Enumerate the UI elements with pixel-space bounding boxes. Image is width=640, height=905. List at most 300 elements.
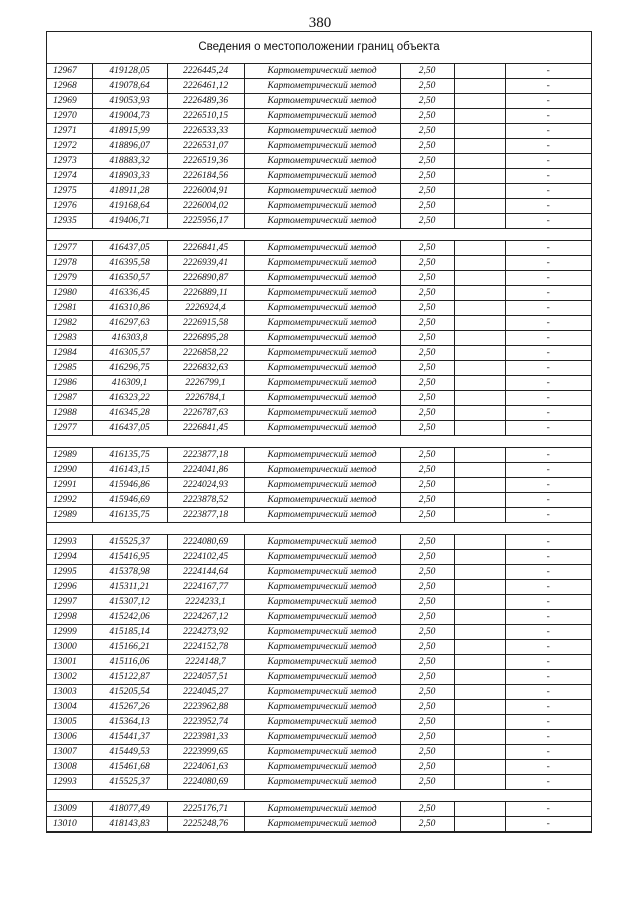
accuracy-cell: 2,50 <box>400 331 454 346</box>
empty-cell <box>454 79 505 94</box>
x-coordinate-cell: 418883,32 <box>92 154 167 169</box>
y-coordinate-cell: 2226890,87 <box>167 271 244 286</box>
empty-cell <box>454 535 505 550</box>
empty-cell <box>454 550 505 565</box>
table-row <box>47 391 591 406</box>
empty-cell <box>454 670 505 685</box>
method-cell: Картометрический метод <box>244 331 400 346</box>
x-coordinate-cell: 419004,73 <box>92 109 167 124</box>
empty-cell <box>454 154 505 169</box>
y-coordinate-cell: 2225248,76 <box>167 817 244 832</box>
group-separator <box>47 436 591 448</box>
method-cell: Картометрический метод <box>244 376 400 391</box>
y-coordinate-cell: 2226445,24 <box>167 64 244 79</box>
x-coordinate-cell: 415166,21 <box>92 640 167 655</box>
empty-cell <box>454 610 505 625</box>
table-row <box>47 316 591 331</box>
accuracy-cell: 2,50 <box>400 361 454 376</box>
y-coordinate-cell: 2223878,52 <box>167 493 244 508</box>
empty-cell <box>454 715 505 730</box>
method-cell: Картометрический метод <box>244 817 400 832</box>
x-coordinate-cell: 415311,21 <box>92 580 167 595</box>
point-number-cell: 12935 <box>47 214 92 229</box>
point-number-cell: 13002 <box>47 670 92 685</box>
note-cell: - <box>505 241 591 256</box>
point-number-cell: 12992 <box>47 493 92 508</box>
x-coordinate-cell: 418896,07 <box>92 139 167 154</box>
method-cell: Картометрический метод <box>244 346 400 361</box>
coordinates-table <box>47 64 591 832</box>
empty-cell <box>454 199 505 214</box>
table-row <box>47 421 591 436</box>
accuracy-cell: 2,50 <box>400 184 454 199</box>
accuracy-cell: 2,50 <box>400 199 454 214</box>
method-cell: Картометрический метод <box>244 745 400 760</box>
method-cell: Картометрический метод <box>244 760 400 775</box>
accuracy-cell: 2,50 <box>400 580 454 595</box>
y-coordinate-cell: 2223877,18 <box>167 508 244 523</box>
empty-cell <box>454 109 505 124</box>
note-cell: - <box>505 256 591 271</box>
point-number-cell: 12979 <box>47 271 92 286</box>
table-row <box>47 493 591 508</box>
empty-cell <box>454 595 505 610</box>
page-number: 380 <box>308 15 332 31</box>
note-cell: - <box>505 715 591 730</box>
method-cell: Картометрический метод <box>244 79 400 94</box>
empty-cell <box>454 94 505 109</box>
x-coordinate-cell: 415185,14 <box>92 625 167 640</box>
accuracy-cell: 2,50 <box>400 685 454 700</box>
method-cell: Картометрический метод <box>244 700 400 715</box>
point-number-cell: 12991 <box>47 478 92 493</box>
method-cell: Картометрический метод <box>244 508 400 523</box>
table-row <box>47 256 591 271</box>
x-coordinate-cell: 418915,99 <box>92 124 167 139</box>
note-cell: - <box>505 301 591 316</box>
x-coordinate-cell: 415461,68 <box>92 760 167 775</box>
accuracy-cell: 2,50 <box>400 760 454 775</box>
note-cell: - <box>505 331 591 346</box>
y-coordinate-cell: 2226924,4 <box>167 301 244 316</box>
table-row <box>47 169 591 184</box>
method-cell: Картометрический метод <box>244 139 400 154</box>
coordinates-table-body <box>47 64 591 832</box>
method-cell: Картометрический метод <box>244 169 400 184</box>
empty-cell <box>454 700 505 715</box>
x-coordinate-cell: 416303,8 <box>92 331 167 346</box>
method-cell: Картометрический метод <box>244 565 400 580</box>
note-cell: - <box>505 94 591 109</box>
empty-cell <box>454 391 505 406</box>
point-number-cell: 13009 <box>47 802 92 817</box>
method-cell: Картометрический метод <box>244 316 400 331</box>
table-row <box>47 109 591 124</box>
note-cell: - <box>505 655 591 670</box>
y-coordinate-cell: 2224024,93 <box>167 478 244 493</box>
point-number-cell: 12984 <box>47 346 92 361</box>
note-cell: - <box>505 406 591 421</box>
point-number-cell: 12971 <box>47 124 92 139</box>
y-coordinate-cell: 2224045,27 <box>167 685 244 700</box>
y-coordinate-cell: 2223981,33 <box>167 730 244 745</box>
y-coordinate-cell: 2226841,45 <box>167 241 244 256</box>
table-row <box>47 655 591 670</box>
empty-cell <box>454 214 505 229</box>
empty-cell <box>454 565 505 580</box>
note-cell: - <box>505 109 591 124</box>
x-coordinate-cell: 416309,1 <box>92 376 167 391</box>
x-coordinate-cell: 415416,95 <box>92 550 167 565</box>
y-coordinate-cell: 2223999,65 <box>167 745 244 760</box>
empty-cell <box>454 685 505 700</box>
accuracy-cell: 2,50 <box>400 448 454 463</box>
accuracy-cell: 2,50 <box>400 79 454 94</box>
table-row <box>47 184 591 199</box>
table-row <box>47 301 591 316</box>
empty-cell <box>454 361 505 376</box>
point-number-cell: 12983 <box>47 331 92 346</box>
point-number-cell: 12977 <box>47 241 92 256</box>
x-coordinate-cell: 416395,58 <box>92 256 167 271</box>
accuracy-cell: 2,50 <box>400 508 454 523</box>
y-coordinate-cell: 2226841,45 <box>167 421 244 436</box>
table-row <box>47 64 591 79</box>
method-cell: Картометрический метод <box>244 535 400 550</box>
note-cell: - <box>505 730 591 745</box>
table-row <box>47 595 591 610</box>
table-row <box>47 565 591 580</box>
y-coordinate-cell: 2223877,18 <box>167 448 244 463</box>
method-cell: Картометрический метод <box>244 124 400 139</box>
empty-cell <box>454 580 505 595</box>
accuracy-cell: 2,50 <box>400 421 454 436</box>
y-coordinate-cell: 2226004,02 <box>167 199 244 214</box>
x-coordinate-cell: 415946,69 <box>92 493 167 508</box>
method-cell: Картометрический метод <box>244 715 400 730</box>
point-number-cell: 13007 <box>47 745 92 760</box>
table-row <box>47 79 591 94</box>
y-coordinate-cell: 2226184,56 <box>167 169 244 184</box>
y-coordinate-cell: 2224267,12 <box>167 610 244 625</box>
note-cell: - <box>505 700 591 715</box>
table-row <box>47 670 591 685</box>
table-row <box>47 715 591 730</box>
table-row <box>47 508 591 523</box>
note-cell: - <box>505 625 591 640</box>
table-row <box>47 802 591 817</box>
accuracy-cell: 2,50 <box>400 817 454 832</box>
y-coordinate-cell: 2226004,91 <box>167 184 244 199</box>
method-cell: Картометрический метод <box>244 775 400 790</box>
point-number-cell: 12974 <box>47 169 92 184</box>
x-coordinate-cell: 418903,33 <box>92 169 167 184</box>
method-cell: Картометрический метод <box>244 214 400 229</box>
y-coordinate-cell: 2226895,28 <box>167 331 244 346</box>
empty-cell <box>454 745 505 760</box>
table-row <box>47 730 591 745</box>
y-coordinate-cell: 2226461,12 <box>167 79 244 94</box>
method-cell: Картометрический метод <box>244 109 400 124</box>
note-cell: - <box>505 478 591 493</box>
point-number-cell: 12993 <box>47 775 92 790</box>
table-row <box>47 376 591 391</box>
point-number-cell: 12975 <box>47 184 92 199</box>
table-row <box>47 550 591 565</box>
x-coordinate-cell: 415205,54 <box>92 685 167 700</box>
empty-cell <box>454 256 505 271</box>
empty-cell <box>454 331 505 346</box>
method-cell: Картометрический метод <box>244 478 400 493</box>
point-number-cell: 12998 <box>47 610 92 625</box>
note-cell: - <box>505 463 591 478</box>
note-cell: - <box>505 760 591 775</box>
accuracy-cell: 2,50 <box>400 154 454 169</box>
x-coordinate-cell: 415267,26 <box>92 700 167 715</box>
table-row <box>47 760 591 775</box>
x-coordinate-cell: 416323,22 <box>92 391 167 406</box>
table-row <box>47 817 591 832</box>
x-coordinate-cell: 416135,75 <box>92 448 167 463</box>
method-cell: Картометрический метод <box>244 595 400 610</box>
point-number-cell: 13008 <box>47 760 92 775</box>
empty-cell <box>454 64 505 79</box>
note-cell: - <box>505 493 591 508</box>
method-cell: Картометрический метод <box>244 94 400 109</box>
x-coordinate-cell: 416143,15 <box>92 463 167 478</box>
y-coordinate-cell: 2226510,15 <box>167 109 244 124</box>
table-row <box>47 700 591 715</box>
separator-cell <box>47 790 591 802</box>
empty-cell <box>454 124 505 139</box>
accuracy-cell: 2,50 <box>400 391 454 406</box>
point-number-cell: 12989 <box>47 508 92 523</box>
point-number-cell: 12987 <box>47 391 92 406</box>
table-row <box>47 640 591 655</box>
x-coordinate-cell: 416310,86 <box>92 301 167 316</box>
table-row <box>47 241 591 256</box>
point-number-cell: 12977 <box>47 421 92 436</box>
accuracy-cell: 2,50 <box>400 169 454 184</box>
accuracy-cell: 2,50 <box>400 463 454 478</box>
note-cell: - <box>505 508 591 523</box>
note-cell: - <box>505 64 591 79</box>
table-row <box>47 406 591 421</box>
accuracy-cell: 2,50 <box>400 670 454 685</box>
table-row <box>47 478 591 493</box>
y-coordinate-cell: 2226533,33 <box>167 124 244 139</box>
table-row <box>47 124 591 139</box>
accuracy-cell: 2,50 <box>400 610 454 625</box>
empty-cell <box>454 421 505 436</box>
y-coordinate-cell: 2224057,51 <box>167 670 244 685</box>
x-coordinate-cell: 416135,75 <box>92 508 167 523</box>
table-row <box>47 463 591 478</box>
empty-cell <box>454 760 505 775</box>
table-row <box>47 286 591 301</box>
point-number-cell: 13003 <box>47 685 92 700</box>
method-cell: Картометрический метод <box>244 670 400 685</box>
method-cell: Картометрический метод <box>244 361 400 376</box>
accuracy-cell: 2,50 <box>400 745 454 760</box>
table-row <box>47 448 591 463</box>
empty-cell <box>454 271 505 286</box>
method-cell: Картометрический метод <box>244 421 400 436</box>
note-cell: - <box>505 421 591 436</box>
empty-cell <box>454 508 505 523</box>
method-cell: Картометрический метод <box>244 550 400 565</box>
note-cell: - <box>505 610 591 625</box>
method-cell: Картометрический метод <box>244 271 400 286</box>
y-coordinate-cell: 2226519,36 <box>167 154 244 169</box>
x-coordinate-cell: 415122,87 <box>92 670 167 685</box>
empty-cell <box>454 655 505 670</box>
x-coordinate-cell: 419128,05 <box>92 64 167 79</box>
note-cell: - <box>505 346 591 361</box>
table-row <box>47 580 591 595</box>
table-row <box>47 535 591 550</box>
note-cell: - <box>505 391 591 406</box>
y-coordinate-cell: 2223962,88 <box>167 700 244 715</box>
note-cell: - <box>505 124 591 139</box>
point-number-cell: 12993 <box>47 535 92 550</box>
empty-cell <box>454 730 505 745</box>
note-cell: - <box>505 580 591 595</box>
y-coordinate-cell: 2226799,1 <box>167 376 244 391</box>
table-row <box>47 775 591 790</box>
accuracy-cell: 2,50 <box>400 256 454 271</box>
x-coordinate-cell: 418911,28 <box>92 184 167 199</box>
empty-cell <box>454 316 505 331</box>
method-cell: Картометрический метод <box>244 730 400 745</box>
method-cell: Картометрический метод <box>244 802 400 817</box>
accuracy-cell: 2,50 <box>400 64 454 79</box>
accuracy-cell: 2,50 <box>400 316 454 331</box>
point-number-cell: 13005 <box>47 715 92 730</box>
empty-cell <box>454 640 505 655</box>
x-coordinate-cell: 418077,49 <box>92 802 167 817</box>
note-cell: - <box>505 565 591 580</box>
y-coordinate-cell: 2225956,17 <box>167 214 244 229</box>
note-cell: - <box>505 640 591 655</box>
x-coordinate-cell: 419053,93 <box>92 94 167 109</box>
accuracy-cell: 2,50 <box>400 286 454 301</box>
accuracy-cell: 2,50 <box>400 715 454 730</box>
accuracy-cell: 2,50 <box>400 730 454 745</box>
table-row <box>47 361 591 376</box>
accuracy-cell: 2,50 <box>400 655 454 670</box>
method-cell: Картометрический метод <box>244 184 400 199</box>
table-row <box>47 745 591 760</box>
point-number-cell: 12986 <box>47 376 92 391</box>
accuracy-cell: 2,50 <box>400 241 454 256</box>
accuracy-cell: 2,50 <box>400 376 454 391</box>
accuracy-cell: 2,50 <box>400 124 454 139</box>
point-number-cell: 12982 <box>47 316 92 331</box>
x-coordinate-cell: 416345,28 <box>92 406 167 421</box>
note-cell: - <box>505 79 591 94</box>
accuracy-cell: 2,50 <box>400 535 454 550</box>
note-cell: - <box>505 535 591 550</box>
point-number-cell: 12972 <box>47 139 92 154</box>
method-cell: Картометрический метод <box>244 685 400 700</box>
x-coordinate-cell: 415116,06 <box>92 655 167 670</box>
empty-cell <box>454 625 505 640</box>
y-coordinate-cell: 2224102,45 <box>167 550 244 565</box>
x-coordinate-cell: 416437,05 <box>92 421 167 436</box>
point-number-cell: 12980 <box>47 286 92 301</box>
note-cell: - <box>505 361 591 376</box>
y-coordinate-cell: 2224080,69 <box>167 775 244 790</box>
table-row <box>47 625 591 640</box>
y-coordinate-cell: 2224167,77 <box>167 580 244 595</box>
method-cell: Картометрический метод <box>244 610 400 625</box>
note-cell: - <box>505 775 591 790</box>
x-coordinate-cell: 415525,37 <box>92 535 167 550</box>
x-coordinate-cell: 416437,05 <box>92 241 167 256</box>
x-coordinate-cell: 415449,53 <box>92 745 167 760</box>
table-row <box>47 199 591 214</box>
x-coordinate-cell: 415441,37 <box>92 730 167 745</box>
x-coordinate-cell: 415946,86 <box>92 478 167 493</box>
document-title: Сведения о местоположении границ объекта <box>47 32 591 64</box>
accuracy-cell: 2,50 <box>400 565 454 580</box>
point-number-cell: 12978 <box>47 256 92 271</box>
point-number-cell: 13006 <box>47 730 92 745</box>
y-coordinate-cell: 2224080,69 <box>167 535 244 550</box>
table-row <box>47 271 591 286</box>
y-coordinate-cell: 2224233,1 <box>167 595 244 610</box>
accuracy-cell: 2,50 <box>400 109 454 124</box>
empty-cell <box>454 184 505 199</box>
method-cell: Картометрический метод <box>244 64 400 79</box>
empty-cell <box>454 463 505 478</box>
note-cell: - <box>505 376 591 391</box>
x-coordinate-cell: 419168,64 <box>92 199 167 214</box>
point-number-cell: 12995 <box>47 565 92 580</box>
y-coordinate-cell: 2223952,74 <box>167 715 244 730</box>
point-number-cell: 13000 <box>47 640 92 655</box>
point-number-cell: 12988 <box>47 406 92 421</box>
note-cell: - <box>505 169 591 184</box>
y-coordinate-cell: 2226915,58 <box>167 316 244 331</box>
point-number-cell: 12990 <box>47 463 92 478</box>
x-coordinate-cell: 416350,57 <box>92 271 167 286</box>
y-coordinate-cell: 2226784,1 <box>167 391 244 406</box>
x-coordinate-cell: 415525,37 <box>92 775 167 790</box>
note-cell: - <box>505 745 591 760</box>
point-number-cell: 12994 <box>47 550 92 565</box>
method-cell: Картометрический метод <box>244 301 400 316</box>
table-row <box>47 331 591 346</box>
x-coordinate-cell: 415364,13 <box>92 715 167 730</box>
x-coordinate-cell: 419078,64 <box>92 79 167 94</box>
accuracy-cell: 2,50 <box>400 625 454 640</box>
table-row <box>47 610 591 625</box>
group-separator <box>47 523 591 535</box>
y-coordinate-cell: 2224148,7 <box>167 655 244 670</box>
empty-cell <box>454 346 505 361</box>
accuracy-cell: 2,50 <box>400 595 454 610</box>
method-cell: Картометрический метод <box>244 241 400 256</box>
note-cell: - <box>505 817 591 832</box>
table-row <box>47 346 591 361</box>
method-cell: Картометрический метод <box>244 448 400 463</box>
point-number-cell: 13010 <box>47 817 92 832</box>
point-number-cell: 12969 <box>47 94 92 109</box>
y-coordinate-cell: 2226858,22 <box>167 346 244 361</box>
method-cell: Картометрический метод <box>244 256 400 271</box>
